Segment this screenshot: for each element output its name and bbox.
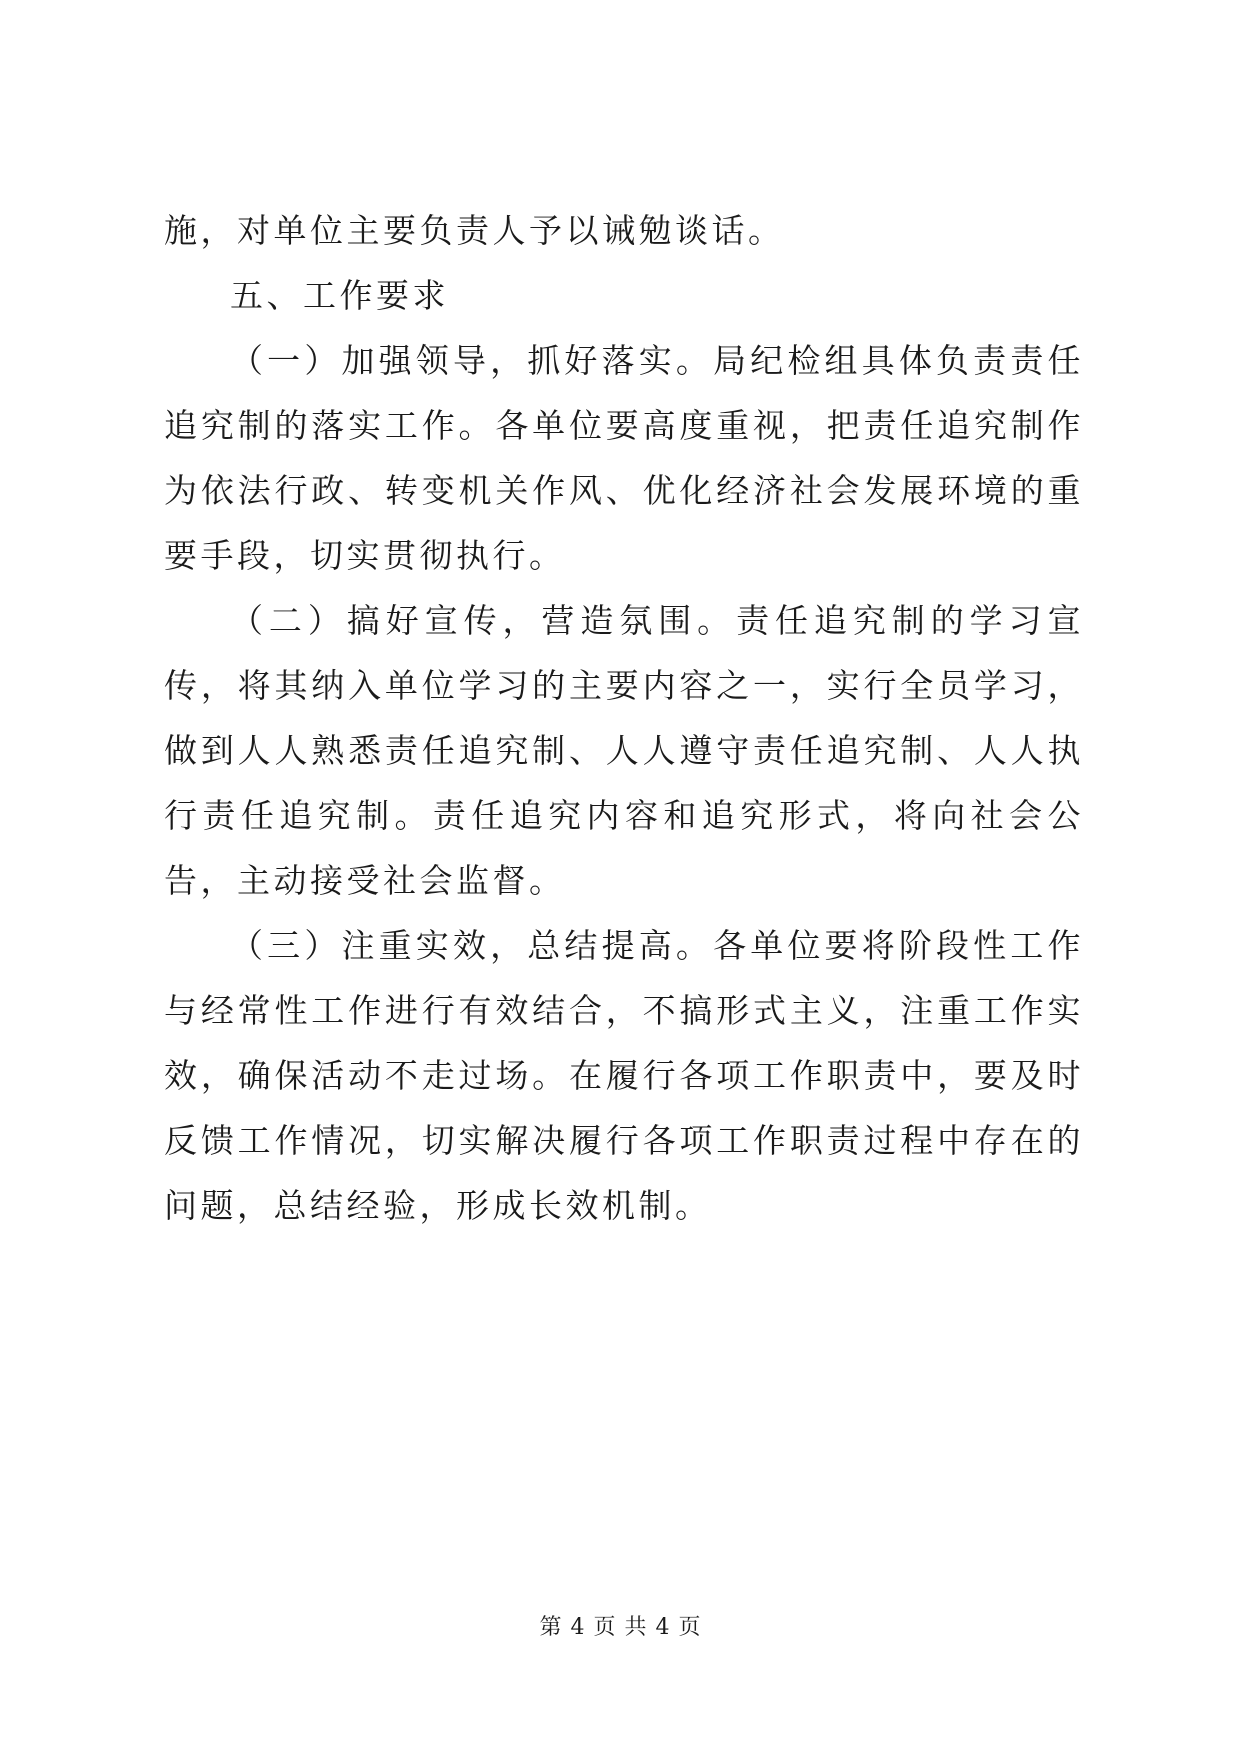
paragraph-requirement-3: （三）注重实效，总结提高。各单位要将阶段性工作与经常性工作进行有效结合，不搞形式主义，注重工作实效，确保活动不走过场。在履行各项工作职责中，要及时反馈工作情况，切实解决履行各项工作职责过程中存在的问题，总结经验，形成长效机制。 xyxy=(164,926,1084,1225)
document-body xyxy=(164,198,1084,1238)
page-number-footer: 第 4 页 共 4 页 xyxy=(539,1615,702,1640)
paragraph-continuation: 施，对单位主要负责人予以诫勉谈话。 xyxy=(164,211,785,250)
section-heading: 五、工作要求 xyxy=(230,276,449,315)
paragraph-requirement-2: （二）搞好宣传，营造氛围。责任追究制的学习宣传，将其纳入单位学习的主要内容之一，实行全员学习，做到人人熟悉责任追究制、人人遵守责任追究制、人人执行责任追究制。责任追究内容和追究形式，将向社会公告，主动接受社会监督。 xyxy=(164,601,1084,900)
paragraph-requirement-1: （一）加强领导，抓好落实。局纪检组具体负责责任追究制的落实工作。各单位要高度重视，把责任追究制作为依法行政、转变机关作风、优化经济社会发展环境的重要手段，切实贯彻执行。 xyxy=(164,341,1084,575)
